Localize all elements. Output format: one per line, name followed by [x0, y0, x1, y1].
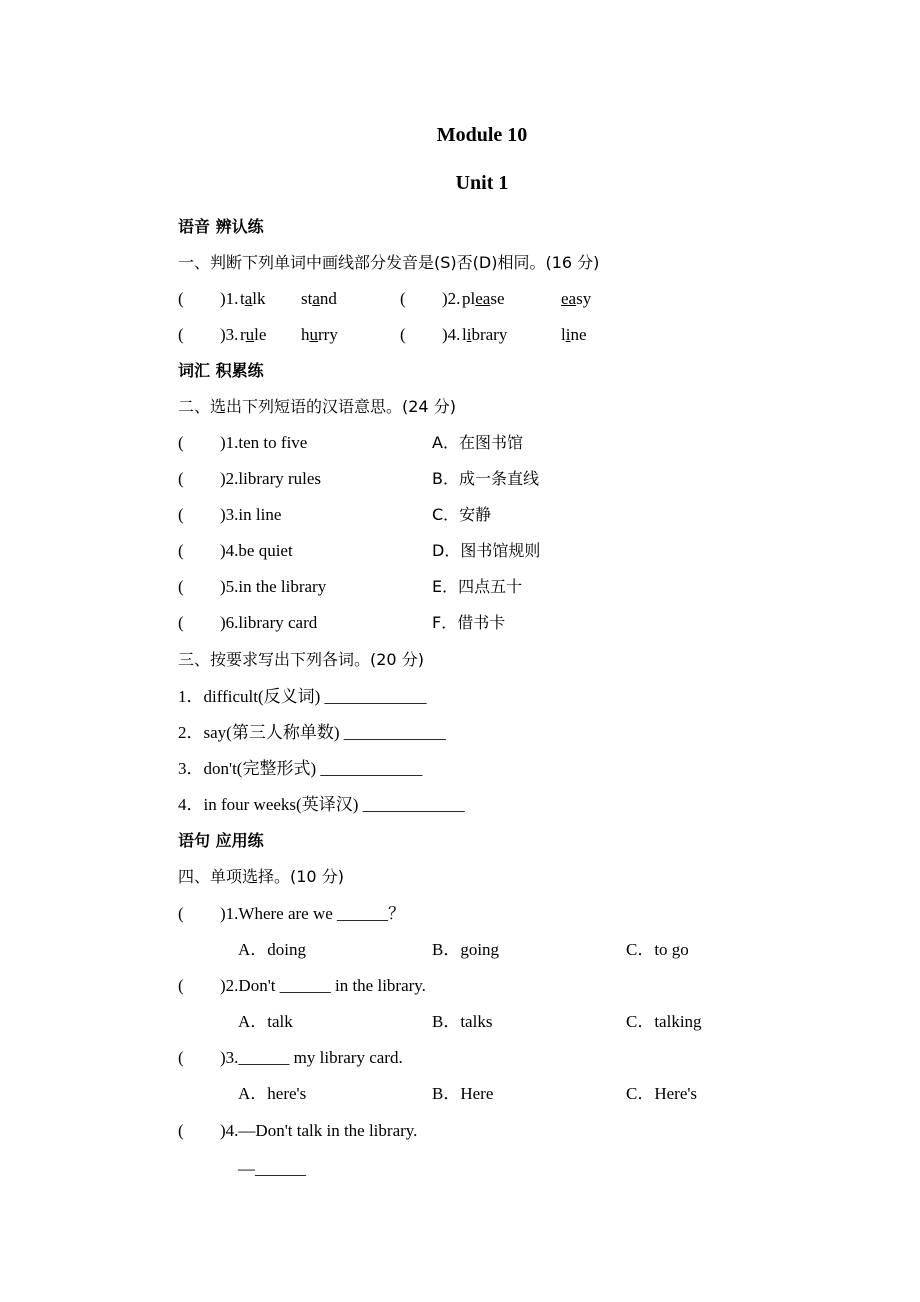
option-a[interactable]: A．here's: [238, 1084, 307, 1103]
option-a[interactable]: A．doing: [238, 940, 306, 959]
section-heading-vocab: 词汇 积累练: [178, 361, 264, 380]
q4-options: [178, 1082, 738, 1106]
item-number: )2.: [442, 289, 461, 308]
q4-question: [178, 1119, 738, 1143]
option-c[interactable]: C．to go: [626, 940, 689, 959]
answer-paren[interactable]: (: [178, 469, 184, 488]
answer-paren[interactable]: (: [178, 505, 184, 524]
q4-question: [178, 902, 738, 926]
answer-paren[interactable]: (: [178, 1048, 184, 1067]
q3-item[interactable]: 2．say(第三人称单数) ____________: [178, 723, 446, 742]
option-c[interactable]: C．talking: [626, 1012, 702, 1031]
word: please: [462, 289, 505, 308]
phrase: )4.be quiet: [220, 541, 293, 560]
option-a[interactable]: A．talk: [238, 1012, 293, 1031]
q2-item: [178, 539, 738, 563]
q4-options: [178, 938, 738, 962]
meaning: B．成一条直线: [432, 469, 539, 488]
option-b[interactable]: B．going: [432, 940, 500, 959]
answer-paren[interactable]: (: [178, 1121, 184, 1140]
word: line: [561, 325, 587, 344]
q1-row: [178, 287, 738, 311]
option-c[interactable]: C．Here's: [626, 1084, 698, 1103]
phrase: )5.in the library: [220, 577, 327, 596]
meaning: E．四点五十: [432, 577, 523, 596]
answer-paren[interactable]: (: [178, 577, 184, 596]
q4-answer-blank[interactable]: —______: [238, 1159, 306, 1178]
q2-item: [178, 503, 738, 527]
option-b[interactable]: B．Here: [432, 1084, 494, 1103]
answer-paren[interactable]: (: [178, 613, 184, 632]
unit-title: Unit 1: [455, 172, 509, 194]
question-stem: )4.—Don't talk in the library.: [220, 1121, 418, 1140]
question-stem: )2.Don't ______ in the library.: [220, 976, 426, 995]
question-stem: )1.Where are we ______？: [220, 904, 406, 923]
q2-item: [178, 611, 738, 635]
q1-title: 一、判断下列单词中画线部分发音是(S)否(D)相同。(16 分): [178, 253, 600, 272]
answer-paren[interactable]: (: [178, 976, 184, 995]
word: hurry: [301, 325, 338, 344]
q3-item[interactable]: 3．don't(完整形式) ____________: [178, 759, 423, 778]
item-number: )3.: [220, 325, 239, 344]
phrase: )2.library rules: [220, 469, 322, 488]
q2-item: [178, 575, 738, 599]
meaning: F．借书卡: [432, 613, 506, 632]
question-stem: )3.______ my library card.: [220, 1048, 403, 1067]
answer-paren[interactable]: (: [178, 325, 184, 344]
q2-title: 二、选出下列短语的汉语意思。(24 分): [178, 397, 456, 416]
answer-paren[interactable]: (: [178, 289, 184, 308]
section-heading-sentence: 语句 应用练: [178, 831, 264, 850]
q3-item[interactable]: 4．in four weeks(英译汉) ____________: [178, 795, 465, 814]
option-b[interactable]: B．talks: [432, 1012, 493, 1031]
q4-title: 四、单项选择。(10 分): [178, 867, 344, 886]
module-title: Module 10: [436, 124, 528, 146]
word: stand: [301, 289, 337, 308]
q4-options: [178, 1010, 738, 1034]
q4-question: [178, 1046, 738, 1070]
item-number: )4.: [442, 325, 461, 344]
q3-title: 三、按要求写出下列各词。(20 分): [178, 650, 424, 669]
answer-paren[interactable]: (: [178, 904, 184, 923]
word: easy: [561, 289, 592, 308]
q4-question: [178, 974, 738, 998]
section-heading-phonetics: 语音 辨认练: [178, 217, 264, 236]
answer-paren[interactable]: (: [400, 289, 406, 308]
meaning: D．图书馆规则: [432, 541, 541, 560]
answer-paren[interactable]: (: [178, 541, 184, 560]
item-number: )1.: [220, 289, 239, 308]
q1-row: [178, 323, 738, 347]
answer-paren[interactable]: (: [400, 325, 406, 344]
phrase: )3.in line: [220, 505, 282, 524]
meaning: C．安静: [432, 505, 492, 524]
meaning: A．在图书馆: [432, 433, 523, 452]
phrase: )1.ten to five: [220, 433, 308, 452]
q2-item: [178, 467, 738, 491]
word: talk: [240, 289, 266, 308]
answer-paren[interactable]: (: [178, 433, 184, 452]
q3-item[interactable]: 1．difficult(反义词) ____________: [178, 687, 427, 706]
word: library: [462, 325, 508, 344]
phrase: )6.library card: [220, 613, 318, 632]
q2-item: [178, 431, 738, 455]
word: rule: [240, 325, 267, 344]
